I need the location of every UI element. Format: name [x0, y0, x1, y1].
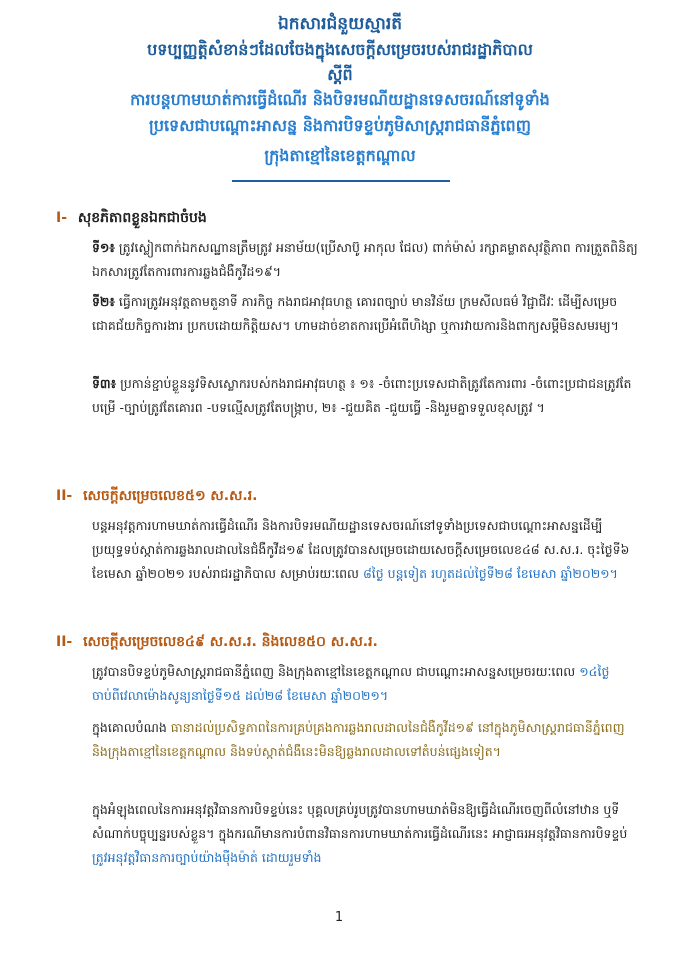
document-topic-line-3: ក្រុងតាខ្មៅនៃខេត្តកណ្ដាល — [264, 146, 416, 165]
item-1-text: ត្រូវស្លៀកពាក់ឯកសណ្ឋានត្រឹមត្រូវ អនាម័យ(ប្រើសាប៊ូ អាកុល ជែល) ពាក់ម៉ាស់ រក្សាគម្លាតសុវត្ថិភាព ការត្រួតពិនិត្យឯកសារត្រូវតែការពារការឆ្លងជំងឺកូវីដ១៩។ — [92, 240, 638, 279]
section-2-number: II- — [56, 488, 73, 504]
section-3-heading — [56, 632, 378, 653]
item-1-label: ទី១៖ — [92, 240, 115, 255]
section-2-text: បន្តអនុវត្តការហាមឃាត់ការធ្វើដំណើរ និងការបិទរមណីយដ្ឋានទេសចរណ៍នៅទូទាំងប្រទេសជាបណ្ដោះអាសន្នដើម្បីប្រយុទ្ធទប់ស្កាត់ការឆ្លងរាលដាលនៃជំងឺកូវីដ១៩ ដែលត្រូវបានសម្រេចដោយសេចក្ដីសម្រេចលេខ៤៨ ស.ស.រ. ចុះថ្ងៃទី៦ ខែមេសា ឆ្នាំ២០២១ របស់រាជរដ្ឋាភិបាល សម្រាប់រយៈពេល — [92, 518, 630, 581]
section-1-number: I- — [56, 210, 68, 226]
document-title: ឯកសារជំនួយស្មារតី — [277, 14, 403, 34]
section-1-heading — [56, 208, 207, 229]
section-3-p3-highlight: ត្រូវអនុវត្តវិធានការច្បាប់យ៉ាងម៉ឺងម៉ាត់ ដោយរួមទាំង — [92, 850, 322, 865]
section-3-p2-highlight: ធានាដល់ប្រសិទ្ធភាពនៃការគ្រប់គ្រងការឆ្លងរាលដាលនៃជំងឺកូវីដ១៩ នៅក្នុងភូមិសាស្ត្ររាជធានីភ្នំពេញ និងក្រុងតាខ្មៅនៃខេត្តកណ្ដាល និងទប់ស្កាត់ជំងឺនេះមិនឱ្យឆ្លងរាលដាលទៅតំបន់ផ្សេងទៀត។ — [92, 720, 625, 759]
section-2-paragraph — [92, 514, 640, 612]
section-3-p3-text: ក្នុងអំឡុងពេលនៃការអនុវត្តវិធានការបិទខ្ទប់នេះ បុគ្គលគ្រប់រូបត្រូវបានហាមឃាត់មិនឱ្យធ្វើដំណើរចេញពីលំនៅឋាន ឬទីសំណាក់បច្ចុប្បន្នរបស់ខ្លួន។ ក្នុងករណីមានការបំពានវិធានការហាមឃាត់ការធ្វើដំណើរនេះ អាជ្ញាធរអនុវត្តវិធានការបិទខ្ទប់ — [92, 802, 628, 841]
section-1-item-1 — [92, 236, 640, 286]
document-topic-line-1: ការបន្តហាមឃាត់ការធ្វើដំណើរ និងបិទរមណីយដ្ឋានទេសចរណ៍នៅទូទាំង — [130, 90, 550, 109]
section-1-title: សុខភិតាពខ្លួនឯកជាចំបង — [77, 210, 207, 226]
section-3-paragraph-3 — [92, 798, 640, 872]
section-2-title: សេចក្ដីសម្រេចលេខ៥១ ស.ស.រ. — [83, 488, 258, 504]
section-3-number: II- — [56, 634, 73, 650]
page-number: 1 — [334, 910, 344, 925]
section-1-item-3 — [92, 372, 640, 446]
section-3-p2-lead: ក្នុងគោលបំណង — [92, 720, 167, 735]
item-3-label: ទី៣៖ — [92, 376, 117, 391]
section-1-item-2 — [92, 290, 640, 364]
section-2-heading — [56, 486, 257, 507]
item-2-text: ធ្វើការត្រូវអនុវត្តតាមតួនាទី ភារកិច្ច កងរាជអាវុធហត្ថ គោរពច្បាប់ មានវិន័យ ក្រមសីលធម៌ វិជ្ជាជីវៈ ដើម្បីសម្រេចជោគជ័យកិច្ចការងារ ប្រកបដោយកិត្តិយស។ ហាមដាច់ខាតការប្រើអំពើហិង្សា ឬការវាយការនិងពាក្យសម្ដីមិនសមរម្យ។ — [92, 294, 619, 333]
section-2-duration: ៨ថ្ងៃ បន្តទៀត រហូតដល់ថ្ងៃទី២៨ ខែមេសា ឆ្នាំ២០២១។ — [362, 566, 618, 581]
document-topic-line-2: ប្រទេសជាបណ្ដោះអាសន្ន និងការបិទខ្ទប់ភូមិសាស្ត្ររាជធានីភ្នំពេញ — [149, 116, 531, 135]
section-3-title: សេចក្ដីសម្រេចលេខ៤៩ ស.ស.រ. និងលេខ៥០ ស.ស.រ. — [83, 634, 378, 650]
section-3-paragraph-2 — [92, 716, 640, 790]
section-3-p1-dates: ១៤ថ្ងៃ ចាប់ពីវេលាម៉ោងសូន្យនាថ្ងៃទី១៥ ដល់២៨ ខែមេសា ឆ្នាំ២០២១។ — [92, 664, 610, 703]
document-subtitle-about: ស្ដីពី — [327, 65, 353, 84]
title-underline — [232, 180, 450, 182]
item-2-label: ទី២៖ — [92, 294, 115, 309]
item-3-text: ប្រកាន់ខ្ជាប់ខ្លួននូវទិសស្លោករបស់កងរាជអាវុធហត្ថ ៖ ១៖ -ចំពោះប្រទេសជាតិត្រូវតែការពារ -ចំពោះប្រជាជនត្រូវតែបម្រើ -ច្បាប់ត្រូវតែគោរព -បទល្មើសត្រូវតែបង្ក្រាប, ២៖ -ជួយគិត -ជួយធ្វើ -និងរួមគ្នាទទួលខុសត្រូវ ។ — [92, 376, 632, 415]
document-subtitle: បទប្បញ្ញត្តិសំខាន់ៗដែលចែងក្នុងសេចក្ដីសម្រេចរបស់រាជរដ្ឋាភិបាល — [147, 40, 533, 59]
section-3-p1-text: ត្រូវបានបិទខ្ទប់ភូមិសាស្ត្ររាជធានីភ្នំពេញ និងក្រុងតាខ្មៅនៃខេត្តកណ្ដាល ជាបណ្ដោះអាសន្នសម្រេចរយៈពេល — [92, 664, 576, 679]
section-3-paragraph-1 — [92, 660, 640, 710]
